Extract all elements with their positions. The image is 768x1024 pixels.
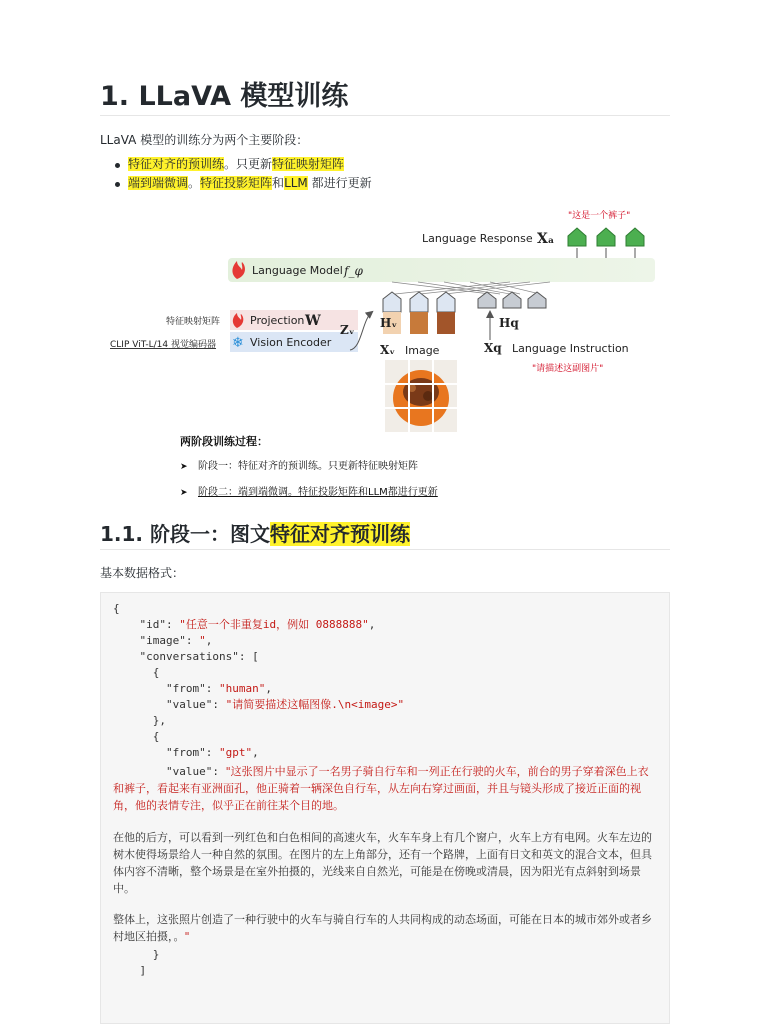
highlight-text: 特征投影矩阵 xyxy=(200,176,273,190)
vision-encoder-label: Vision Encoder xyxy=(250,336,332,349)
hq-symbol: Hq xyxy=(499,316,519,330)
clip-annotation: CLIP ViT-L/14 视觉编码器 xyxy=(110,340,217,350)
title-divider xyxy=(100,115,670,116)
highlight-text: 特征映射矩阵 xyxy=(272,157,345,171)
zv-symbol: Zᵥ xyxy=(340,323,355,337)
projection-label: Projection xyxy=(250,314,305,327)
instruction-token xyxy=(478,292,496,308)
code-value-paragraph: 整体上，这张照片创造了一种行驶中的火车与骑自行车的人共同构成的动态场面，可能在日本的城市郊外或者乡村地区拍摄，。" xyxy=(113,913,652,943)
xv-symbol: Xᵥ xyxy=(380,343,396,357)
stage-list xyxy=(100,156,372,194)
output-token xyxy=(597,228,615,246)
projection-annotation: 特征映射矩阵 xyxy=(166,317,221,327)
input-image xyxy=(385,360,457,432)
snowflake-icon: ❄ xyxy=(232,335,244,351)
output-tokens xyxy=(568,228,644,258)
attention-lines xyxy=(392,282,550,294)
highlight-text: 特征对齐预训练 xyxy=(270,522,410,546)
language-response-label: Language Response xyxy=(422,232,533,245)
basic-format-label: 基本数据格式： xyxy=(100,566,185,580)
list-text: 和 xyxy=(272,176,285,190)
section-title-prefix: 1.1. 阶段一：图文 xyxy=(100,522,270,546)
instruction-quote: "请描述这副图片" xyxy=(532,364,604,374)
visual-token xyxy=(437,292,455,312)
code-line: { xyxy=(113,730,160,743)
code-line: "conversations": [ xyxy=(113,650,259,663)
visual-token xyxy=(410,292,428,312)
code-line: "from": "human", xyxy=(113,682,272,695)
stage1-text: 阶段一：特征对齐的预训练。只更新特征映射矩阵 xyxy=(198,461,418,472)
section-divider xyxy=(100,549,670,550)
instruction-token xyxy=(528,292,546,308)
stage2-text: 阶段二：端到端微调。特征投影矩阵和LLM都进行更新 xyxy=(198,487,438,498)
xq-symbol: Xq xyxy=(484,341,502,355)
w-symbol: W xyxy=(305,313,321,329)
hv-symbol: Hᵥ xyxy=(380,316,398,330)
xa-symbol: Xₐ xyxy=(537,231,555,247)
list-item xyxy=(112,156,372,175)
response-quote: "这是一个裤子" xyxy=(568,211,631,221)
section-title xyxy=(100,518,410,547)
output-token xyxy=(568,228,586,246)
code-line: { xyxy=(113,666,160,679)
code-line: "value": "请简要描述这幅图像.\n<image>" xyxy=(113,698,405,711)
code-value-paragraph: 在他的后方，可以看到一列红色和白色相间的高速火车，火车车身上有几个窗户，火车上方有电网。火车左边的树木使得场景给人一种自然的氛围。在图片的左上角部分，还有一个路牌，上面有日文和英文的混合文本，但具体内容不清晰，整个场景是在室外拍摄的，光线来自自然光，可能是在傍晚或清晨，因为阳光有点斜射到场景中。 xyxy=(113,831,652,895)
intro-text: LLaVA 模型的训练分为两个主要阶段： xyxy=(100,133,309,147)
code-line: } xyxy=(113,948,160,961)
highlight-text: LLM xyxy=(284,176,308,190)
code-value-paragraph: "value": "这张图片中显示了一名男子骑自行车和一列正在行驶的火车，前台的男子穿着深色上衣和裤子，看起来有亚洲面孔，他正骑着一辆深色自行车，从左向右穿过画面，并且与镜头形成了接近正面的视角，他的表情专注，似乎正在前往某个目的地。 xyxy=(113,765,649,812)
instruction-token xyxy=(503,292,521,308)
highlight-text: 端到端微调 xyxy=(128,176,189,190)
list-text: 。只更新 xyxy=(224,157,273,171)
visual-tokens xyxy=(383,292,455,312)
arrow-bullet: ➤ xyxy=(180,488,188,498)
code-line: }, xyxy=(113,714,166,727)
page-title: 1. LLaVA 模型训练 xyxy=(100,81,349,112)
code-line: "id": "任意一个非重复id，例如 0888888", xyxy=(113,618,376,631)
language-instruction-label: Language Instruction xyxy=(512,342,629,355)
code-block xyxy=(100,592,670,1024)
f-phi-symbol: f_φ xyxy=(344,264,363,278)
image-label: Image xyxy=(405,344,440,357)
list-item xyxy=(112,175,372,194)
code-line: { xyxy=(113,602,120,615)
output-token xyxy=(626,228,644,246)
language-model-label: Language Model xyxy=(252,264,343,277)
llava-architecture-figure xyxy=(100,200,670,510)
instruction-tokens xyxy=(478,292,546,308)
list-text: 。 xyxy=(188,176,201,190)
highlight-text: 特征对齐的预训练 xyxy=(128,157,225,171)
stages-title: 两阶段训练过程： xyxy=(180,435,268,448)
visual-token xyxy=(383,292,401,312)
list-text: 都进行更新 xyxy=(307,176,372,190)
code-line: "image": ", xyxy=(113,634,213,647)
arrow-bullet: ➤ xyxy=(180,462,188,472)
code-line: ] xyxy=(113,964,147,977)
code-line: "from": "gpt", xyxy=(113,746,259,759)
